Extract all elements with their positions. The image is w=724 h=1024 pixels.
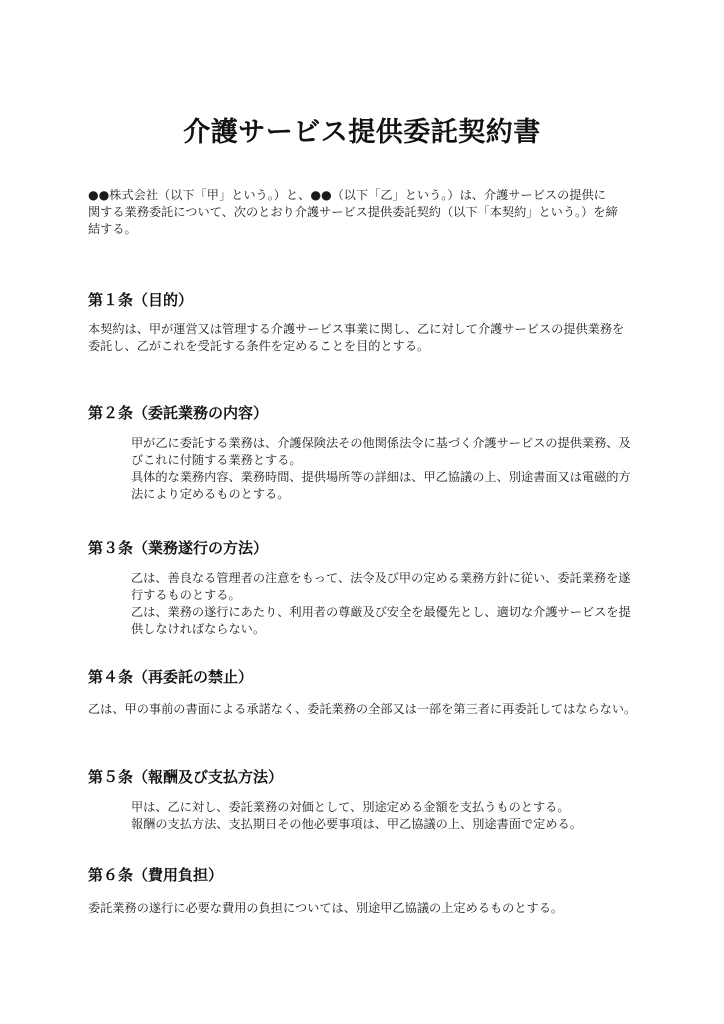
preamble-paragraph [88, 187, 618, 238]
text-line: 乙は、甲の事前の書面による承諾なく、委託業務の全部又は一部を第三者に再委託してはならない。 [88, 702, 637, 716]
text-line: 甲が乙に委託する業務は、介護保険法その他関係法令に基づく介護サービスの提供業務、及 [131, 436, 631, 450]
article-4-paragraph-1 [88, 701, 636, 718]
text-line: びこれに付随する業務とする。 [131, 453, 302, 467]
text-line: ●●株式会社（以下「甲」という。）と、●●（以下「乙」という。）は、介護サービスの提供に [88, 188, 606, 202]
document-title: 介護サービス提供委託契約書 [183, 117, 541, 148]
text-line: 乙は、善良なる管理者の注意をもって、法令及び甲の定める業務方針に従い、委託業務を遂 [131, 571, 631, 585]
text-line: 結する。 [88, 222, 137, 236]
article-2-heading: 第２条（委託業務の内容） [88, 404, 269, 422]
text-line: 委託業務の遂行に必要な費用の負担については、別途甲乙協議の上定めるものとする。 [88, 901, 564, 915]
text-line: 甲は、乙に対し、委託業務の対価として、別途定める金額を支払うものとする。 [131, 800, 570, 814]
article-5-paragraph-2 [131, 816, 582, 833]
article-2-paragraph-1 [131, 435, 631, 469]
article-3-heading: 第３条（業務遂行の方法） [88, 539, 269, 557]
text-line: 供しなければならない。 [131, 622, 266, 636]
text-line: 具体的な業務内容、業務時間、提供場所等の詳細は、甲乙協議の上、別途書面又は電磁的方 [131, 470, 631, 484]
text-line: 法により定めるものとする。 [131, 487, 290, 501]
text-line: 本契約は、甲が運営又は管理する介護サービス事業に関し、乙に対して介護サービスの提供業務を [88, 322, 625, 336]
article-1-paragraph-1 [88, 321, 624, 355]
article-3-paragraph-1 [131, 570, 630, 604]
text-line: 委託し、乙がこれを受託する条件を定めることを目的とする。 [88, 339, 430, 353]
article-5-paragraph-1 [131, 799, 570, 816]
article-6-paragraph-1 [88, 900, 563, 917]
article-6-heading: 第６条（費用負担） [88, 866, 224, 884]
text-line: 関する業務委託について、次のとおり介護サービス提供委託契約（以下「本契約」という。）を締 [88, 205, 618, 219]
article-4-heading: 第４条（再委託の禁止） [88, 668, 254, 686]
article-5-heading: 第５条（報酬及び支払方法） [88, 768, 284, 786]
article-1-heading: 第１条（目的） [88, 291, 194, 309]
article-2-paragraph-2 [131, 469, 631, 503]
article-3-paragraph-2 [131, 604, 631, 638]
text-line: 行するものとする。 [131, 588, 241, 602]
text-line: 報酬の支払方法、支払期日その他必要事項は、甲乙協議の上、別途書面で定める。 [131, 817, 582, 831]
text-line: 乙は、業務の遂行にあたり、利用者の尊厳及び安全を最優先とし、適切な介護サービスを提 [131, 605, 631, 619]
